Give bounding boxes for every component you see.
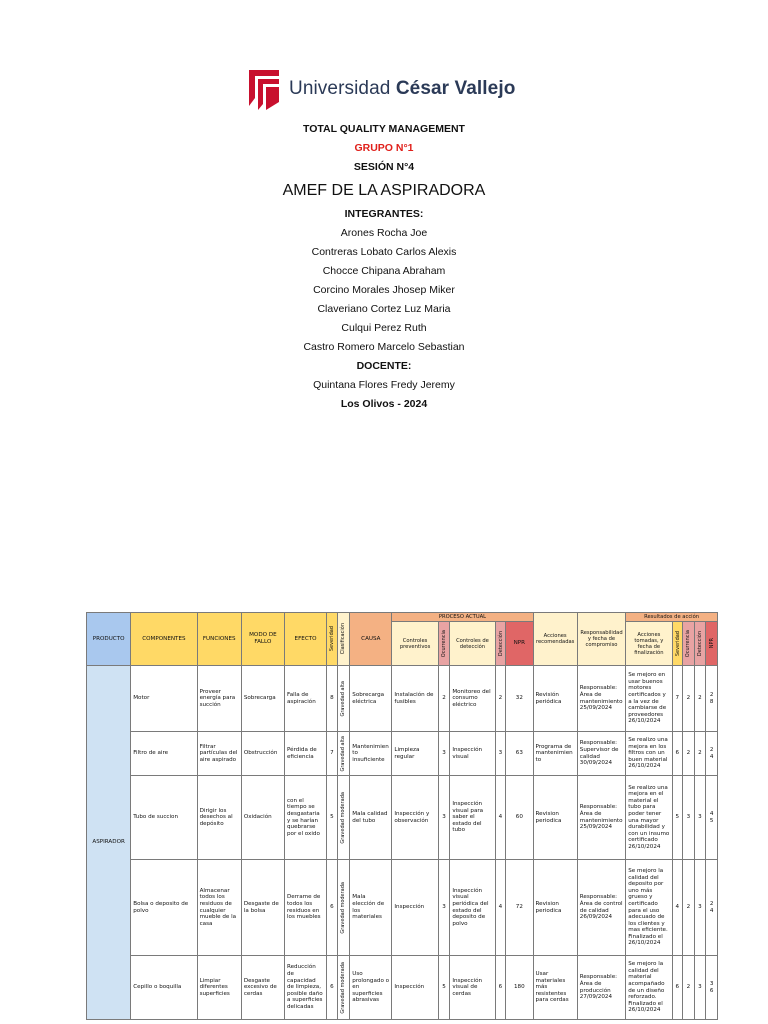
table-row — [87, 956, 718, 1020]
header-r-sev: Severidad — [672, 622, 683, 666]
amef-table — [86, 612, 718, 1020]
cell-accion-tomada: Se realizo una mejora en el material el tubo para poder tener una mayor durabilidad y con un insumo certificado 26/10/2024 — [626, 776, 672, 860]
member-name: Chocce Chipana Abraham — [322, 265, 446, 277]
header-group-row — [87, 613, 718, 622]
header-clasificacion: Clasificación — [337, 613, 350, 666]
amef-table-sheet — [86, 612, 718, 1020]
member-name: Contreras Lobato Carlos Alexis — [311, 246, 457, 258]
cell-funcion: Filtrar partículas del aire aspirado — [197, 732, 241, 776]
cell-responsable: Responsable: Área de mantenimiento 25/09/2024 — [577, 666, 625, 732]
member-name: Culqui Perez Ruth — [341, 322, 427, 334]
cell-accion: Usar materiales más resistentes para cerdas — [533, 956, 577, 1020]
cell-accion: Programa de mantenimiento — [533, 732, 577, 776]
cell-clasificacion: Gravedad moderada — [337, 956, 350, 1020]
cell-r-npr: 24 — [706, 732, 718, 776]
cell-responsable: Responsable: Área de producción 27/09/2024 — [577, 956, 625, 1020]
cell-r-sev: 4 — [672, 860, 683, 956]
cell-npr: 60 — [506, 776, 533, 860]
cell-accion: Revision periodica — [533, 776, 577, 860]
cell-ocurrencia: 5 — [438, 956, 450, 1020]
header-modo: MODO DE FALLO — [241, 613, 284, 666]
cell-severidad: 5 — [327, 776, 338, 860]
header-controles-det: Controles de detección — [450, 622, 495, 666]
cell-severidad: 6 — [327, 860, 338, 956]
member-name: Arones Rocha Joe — [340, 227, 428, 239]
header-deteccion: Detección — [495, 622, 506, 666]
session-number: SESIÓN N°4 — [353, 161, 415, 173]
cell-r-npr: 28 — [706, 666, 718, 732]
cell-modo: Obstrucción — [241, 732, 284, 776]
cell-r-ocu: 2 — [683, 860, 695, 956]
university-logo — [247, 68, 515, 110]
cell-componente: Bolsa o deposito de polvo — [131, 860, 197, 956]
cell-npr: 180 — [506, 956, 533, 1020]
cell-r-ocu: 3 — [683, 776, 695, 860]
cell-controles-prev: Limpieza regular — [392, 732, 438, 776]
cell-r-det: 2 — [694, 732, 706, 776]
members-heading: INTEGRANTES: — [344, 208, 424, 220]
cell-r-sev: 6 — [672, 956, 683, 1020]
cell-accion-tomada: Se mejoro en usar buenos motores certificados y a la vez de cambiarse de proveedores 26/10/2024 — [626, 666, 672, 732]
document-title: AMEF DE LA ASPIRADORA — [282, 182, 486, 199]
cell-efecto: Derrame de todos los residuos en los muebles — [284, 860, 326, 956]
header-r-det: Detección — [694, 622, 706, 666]
cell-modo: Oxidación — [241, 776, 284, 860]
group-number: GRUPO N°1 — [354, 142, 414, 154]
cell-responsable: Responsable: Área de mantenimiento 25/09/2024 — [577, 776, 625, 860]
header-controles-prev: Controles preventivos — [392, 622, 438, 666]
cell-causa: Uso prolongado o en superficies abrasivas — [350, 956, 392, 1020]
cell-funcion: Almacenar todos los residuos de cualquier mueble de la casa — [197, 860, 241, 956]
header-r-ocu: Ocurrencia — [683, 622, 695, 666]
header-severidad: Severidad — [327, 613, 338, 666]
header-r-npr: NPR — [706, 622, 718, 666]
cell-accion: Revision periodica — [533, 860, 577, 956]
cell-controles-det: Inspección visual de cerdas — [450, 956, 495, 1020]
header-componentes: COMPONENTES — [131, 613, 197, 666]
cell-r-det: 3 — [694, 776, 706, 860]
cell-controles-prev: Instalación de fusibles — [392, 666, 438, 732]
cell-deteccion: 4 — [495, 860, 506, 956]
cell-ocurrencia: 3 — [438, 776, 450, 860]
cell-accion-tomada: Se realizo una mejora en los filtros con un buen material 26/10/2024 — [626, 732, 672, 776]
cell-controles-det: Inspección visual periódica del estado del deposito de polvo — [450, 860, 495, 956]
header-npr: NPR — [506, 622, 533, 666]
header-ocurrencia: Ocurrencia — [438, 622, 450, 666]
member-name: Corcino Morales Jhosep Miker — [313, 284, 455, 296]
cover-page — [0, 120, 768, 414]
table-row — [87, 860, 718, 956]
teacher-name: Quintana Flores Fredy Jeremy — [313, 379, 455, 391]
cell-causa: Mala calidad del tubo — [350, 776, 392, 860]
cell-componente: Filtro de aire — [131, 732, 197, 776]
cell-r-sev: 5 — [672, 776, 683, 860]
cell-efecto: Pérdida de eficiencia — [284, 732, 326, 776]
header-efecto: EFECTO — [284, 613, 326, 666]
cell-controles-det: Inspección visual para saber el estado del tubo — [450, 776, 495, 860]
cell-r-ocu: 2 — [683, 956, 695, 1020]
cell-responsable: Responsable: Área de control de calidad 26/09/2024 — [577, 860, 625, 956]
cell-causa: Mala elección de los materiales — [350, 860, 392, 956]
cell-clasificacion: Gravedad moderada — [337, 776, 350, 860]
member-name: Claveriano Cortez Luz Maria — [317, 303, 451, 315]
cell-funcion: Dirigir los desechos al depósito — [197, 776, 241, 860]
cell-severidad: 7 — [327, 732, 338, 776]
cell-accion: Revisión periódica — [533, 666, 577, 732]
header-producto: PRODUCTO — [87, 613, 131, 666]
header-responsable: Responsabilidad y fecha de compromiso — [577, 613, 625, 666]
cell-ocurrencia: 3 — [438, 860, 450, 956]
table-row — [87, 776, 718, 860]
cell-deteccion: 6 — [495, 956, 506, 1020]
cell-clasificacion: Gravedad moderada — [337, 860, 350, 956]
cell-r-npr: 45 — [706, 776, 718, 860]
cell-accion-tomada: Se mejoro la calidad del material acompañado de un diseño reforzado. Finalizado el 26/10/2024 — [626, 956, 672, 1020]
cell-controles-det: Monitoreo del consumo eléctrico — [450, 666, 495, 732]
header-acciones-tomadas: Acciones tomadas, y fecha de finalización — [626, 622, 672, 666]
cell-npr: 32 — [506, 666, 533, 732]
cell-deteccion: 4 — [495, 776, 506, 860]
cell-efecto: Falla de aspiración — [284, 666, 326, 732]
cell-modo: Sobrecarga — [241, 666, 284, 732]
cell-r-npr: 36 — [706, 956, 718, 1020]
cell-accion-tomada: Se mejoro la calidad del deposito por uno más grueso y certificado para el uso adecuado de los clientes y mas eficiente. Finalizado el 26/10/2024 — [626, 860, 672, 956]
cell-r-det: 3 — [694, 956, 706, 1020]
cell-controles-prev: Inspección — [392, 956, 438, 1020]
cell-efecto: Reducción de capacidad de limpieza, posible daño a superficies delicadas — [284, 956, 326, 1020]
cell-causa: Mantenimiento insuficiente — [350, 732, 392, 776]
cell-severidad: 8 — [327, 666, 338, 732]
cell-r-ocu: 2 — [683, 666, 695, 732]
cell-modo: Desgaste de la bolsa — [241, 860, 284, 956]
table-row — [87, 666, 718, 732]
cell-r-npr: 24 — [706, 860, 718, 956]
cell-responsable: Responsable: Supervisor de calidad 30/09/2024 — [577, 732, 625, 776]
product-cell: ASPIRADOR — [87, 666, 131, 1020]
cell-modo: Desgaste excesivo de cerdas — [241, 956, 284, 1020]
cell-ocurrencia: 3 — [438, 732, 450, 776]
cell-r-sev: 7 — [672, 666, 683, 732]
cell-clasificacion: Gravedad alta — [337, 732, 350, 776]
cell-controles-prev: Inspección — [392, 860, 438, 956]
cell-r-det: 2 — [694, 666, 706, 732]
header-acciones: Acciones recomendadas — [533, 613, 577, 666]
cell-r-ocu: 2 — [683, 732, 695, 776]
cell-efecto: con el tiempo se desgastaria y se harían quebrarse por el oxido — [284, 776, 326, 860]
cell-r-det: 3 — [694, 860, 706, 956]
cell-ocurrencia: 2 — [438, 666, 450, 732]
cell-controles-prev: Inspección y observación — [392, 776, 438, 860]
header-resultados: Resultados de acción — [626, 613, 718, 622]
cell-causa: Sobrecarga eléctrica — [350, 666, 392, 732]
cell-r-sev: 6 — [672, 732, 683, 776]
cell-funcion: Proveer energía para succión — [197, 666, 241, 732]
place-date: Los Olivos - 2024 — [340, 398, 428, 410]
table-row — [87, 732, 718, 776]
cell-componente: Tubo de succion — [131, 776, 197, 860]
cell-componente: Cepillo o boquilla — [131, 956, 197, 1020]
cell-severidad: 6 — [327, 956, 338, 1020]
cell-controles-det: Inspección visual — [450, 732, 495, 776]
course-name: TOTAL QUALITY MANAGEMENT — [303, 123, 465, 135]
header-proceso-actual: PROCESO ACTUAL — [392, 613, 533, 622]
member-name: Castro Romero Marcelo Sebastian — [303, 341, 465, 353]
cell-componente: Motor — [131, 666, 197, 732]
cell-deteccion: 3 — [495, 732, 506, 776]
cell-clasificacion: Gravedad alta — [337, 666, 350, 732]
header-funciones: FUNCIONES — [197, 613, 241, 666]
cell-npr: 72 — [506, 860, 533, 956]
shield-logo-icon — [247, 68, 281, 110]
teacher-heading: DOCENTE: — [356, 360, 412, 372]
header-causa: CAUSA — [350, 613, 392, 666]
cell-deteccion: 2 — [495, 666, 506, 732]
university-name: Universidad César Vallejo — [289, 78, 516, 99]
cell-npr: 63 — [506, 732, 533, 776]
cell-funcion: Limpiar diferentes superficies — [197, 956, 241, 1020]
